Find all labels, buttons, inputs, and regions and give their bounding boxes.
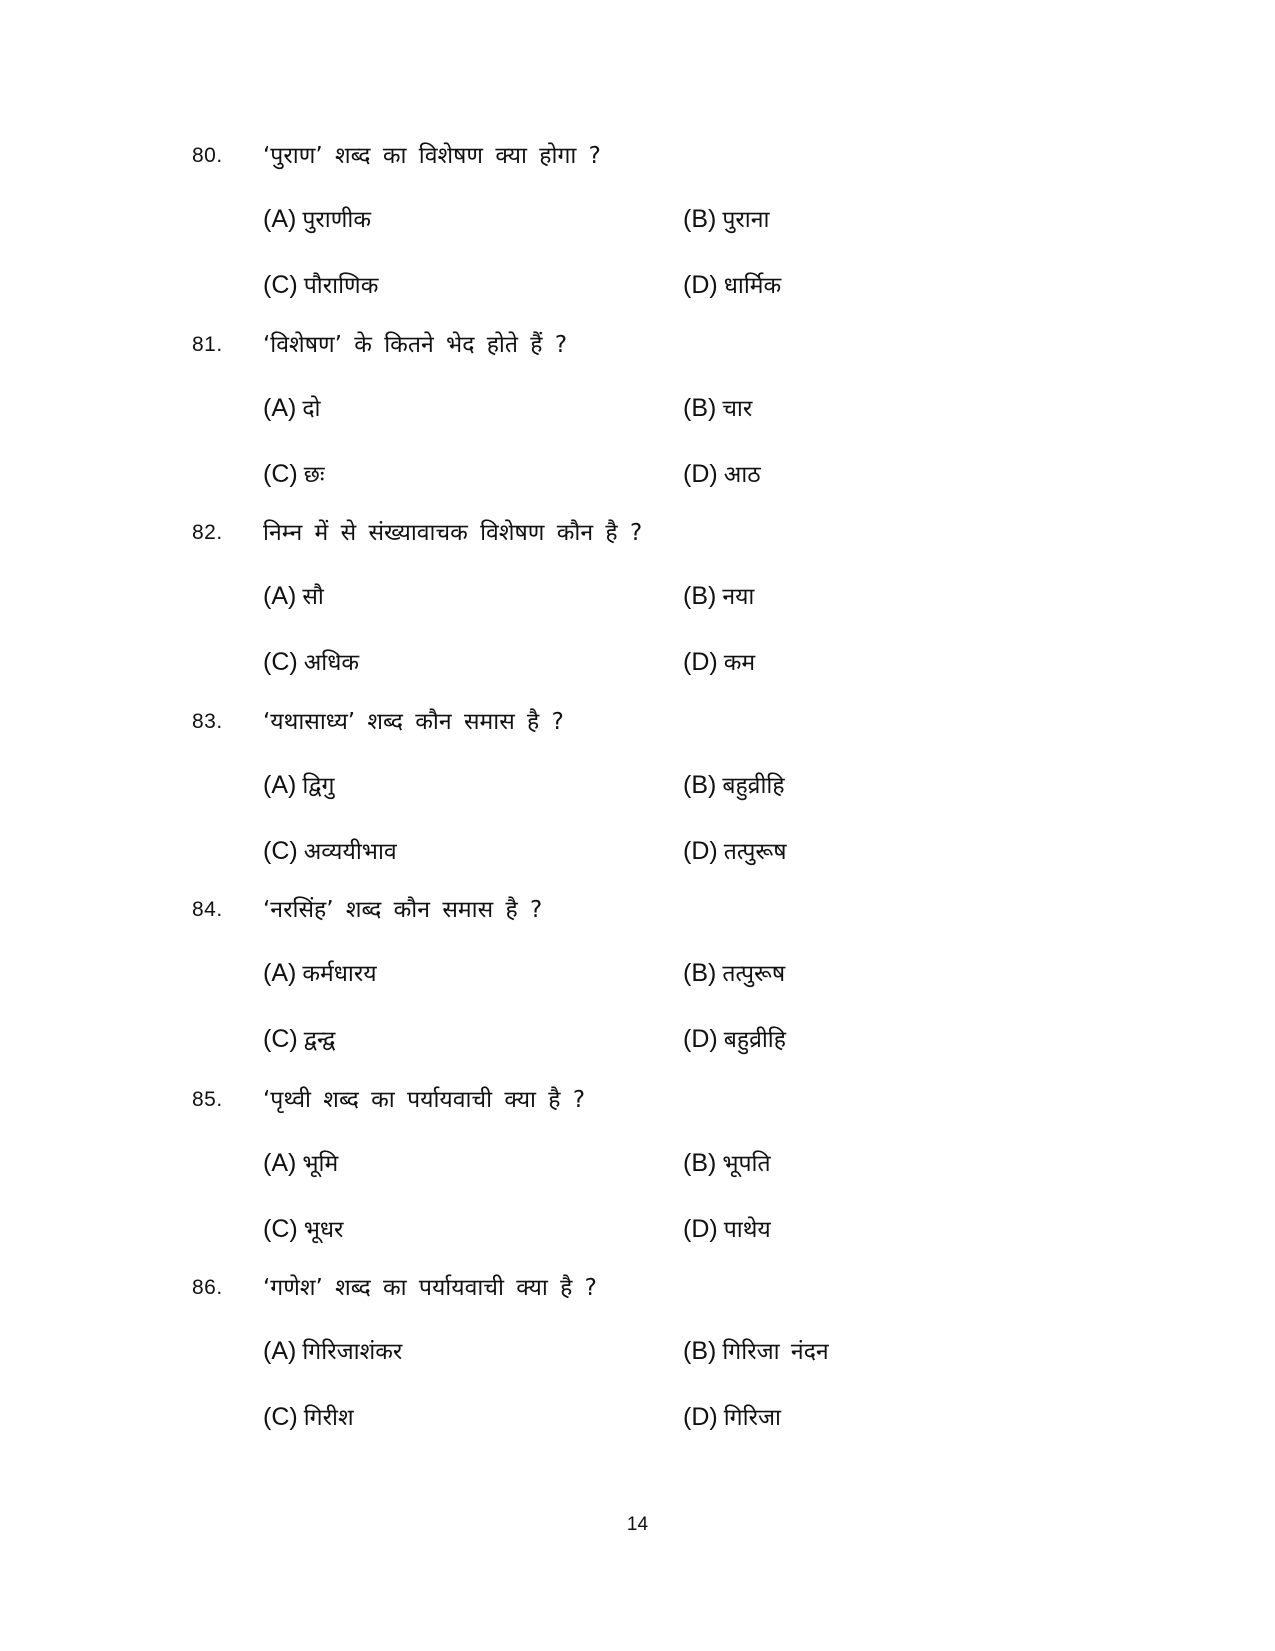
- option-letter: (A): [263, 394, 297, 422]
- option-a[interactable]: [263, 1334, 402, 1366]
- question-number: 85.: [192, 1088, 223, 1111]
- option-text: कम: [723, 650, 756, 676]
- option-d[interactable]: [683, 457, 761, 489]
- question-number: 84.: [192, 898, 223, 921]
- question-number: 83.: [192, 710, 223, 733]
- option-letter: (D): [683, 837, 718, 865]
- option-letter: (C): [263, 837, 298, 865]
- question-80: [0, 138, 1275, 328]
- option-letter: (B): [683, 959, 717, 987]
- question-number: 81.: [192, 333, 223, 356]
- option-letter: (C): [263, 460, 298, 488]
- option-letter: (D): [683, 271, 718, 299]
- option-c[interactable]: [263, 645, 359, 677]
- option-text: पौराणिक: [303, 273, 379, 299]
- option-c[interactable]: [263, 834, 397, 866]
- question-81: [0, 327, 1275, 517]
- option-text: भूमि: [302, 1151, 339, 1177]
- option-letter: (B): [683, 205, 717, 233]
- question-text: ‘पुराण’ शब्द का विशेषण क्या होगा ?: [263, 143, 601, 169]
- option-b[interactable]: [683, 956, 785, 988]
- option-letter: (C): [263, 1403, 298, 1431]
- option-letter: (C): [263, 648, 298, 676]
- option-text: तत्पुरूष: [722, 961, 786, 987]
- option-letter: (B): [683, 582, 717, 610]
- option-a[interactable]: [263, 202, 371, 234]
- option-c[interactable]: [263, 1212, 343, 1244]
- question-text: ‘यथासाध्य’ शब्द कौन समास है ?: [263, 709, 564, 735]
- option-letter: (D): [683, 1025, 718, 1053]
- option-d[interactable]: [683, 268, 781, 300]
- option-text: नया: [722, 584, 755, 610]
- question-85: [0, 1082, 1275, 1272]
- question-text: ‘नरसिंह’ शब्द कौन समास है ?: [263, 897, 543, 923]
- question-number: 82.: [192, 521, 223, 544]
- option-a[interactable]: [263, 956, 377, 988]
- option-letter: (A): [263, 1337, 297, 1365]
- option-d[interactable]: [683, 1212, 771, 1244]
- option-text: भूधर: [303, 1217, 344, 1243]
- option-letter: (C): [263, 1215, 298, 1243]
- option-text: बहुव्रीहि: [723, 1027, 786, 1053]
- option-b[interactable]: [683, 391, 752, 423]
- option-d[interactable]: [683, 834, 787, 866]
- option-text: पुराणीक: [302, 207, 372, 233]
- option-text: कर्मधारय: [302, 961, 377, 987]
- option-letter: (A): [263, 771, 297, 799]
- option-c[interactable]: [263, 268, 378, 300]
- option-text: छः: [303, 462, 325, 488]
- option-c[interactable]: [263, 457, 325, 489]
- option-d[interactable]: [683, 645, 755, 677]
- question-82: [0, 515, 1275, 705]
- option-letter: (D): [683, 460, 718, 488]
- option-text: आठ: [723, 462, 761, 488]
- question-84: [0, 892, 1275, 1082]
- option-text: दो: [302, 396, 321, 422]
- option-a[interactable]: [263, 579, 324, 611]
- option-a[interactable]: [263, 768, 334, 800]
- option-letter: (C): [263, 271, 298, 299]
- option-text: गिरीश: [303, 1405, 354, 1431]
- question-number: 86.: [192, 1276, 223, 1299]
- option-b[interactable]: [683, 1146, 771, 1178]
- question-83: [0, 704, 1275, 894]
- option-a[interactable]: [263, 391, 321, 423]
- option-text: सौ: [302, 584, 324, 610]
- option-letter: (D): [683, 1215, 718, 1243]
- option-text: गिरिजा नंदन: [722, 1339, 829, 1365]
- option-text: तत्पुरूष: [723, 839, 787, 865]
- option-text: पाथेय: [723, 1217, 771, 1243]
- option-b[interactable]: [683, 202, 769, 234]
- option-b[interactable]: [683, 1334, 829, 1366]
- option-letter: (A): [263, 205, 297, 233]
- option-text: द्वन्द्व: [303, 1027, 336, 1053]
- option-text: द्विगु: [302, 773, 335, 799]
- question-text: ‘विशेषण’ के कितने भेद होते हैं ?: [263, 332, 568, 358]
- option-text: गिरिजाशंकर: [302, 1339, 403, 1365]
- option-letter: (B): [683, 1149, 717, 1177]
- question-text: ‘गणेश’ शब्द का पर्यायवाची क्या है ?: [263, 1275, 597, 1301]
- option-text: गिरिजा: [723, 1405, 782, 1431]
- option-letter: (C): [263, 1025, 298, 1053]
- option-c[interactable]: [263, 1022, 335, 1054]
- option-text: अधिक: [303, 650, 360, 676]
- option-letter: (A): [263, 1149, 297, 1177]
- option-letter: (B): [683, 1337, 717, 1365]
- option-letter: (B): [683, 771, 717, 799]
- option-text: बहुव्रीहि: [722, 773, 785, 799]
- option-b[interactable]: [683, 579, 754, 611]
- question-number: 80.: [192, 144, 223, 167]
- question-text: ‘पृथ्वी शब्द का पर्यायवाची क्या है ?: [263, 1087, 586, 1113]
- option-text: धार्मिक: [723, 273, 782, 299]
- option-letter: (D): [683, 1403, 718, 1431]
- option-a[interactable]: [263, 1146, 338, 1178]
- option-c[interactable]: [263, 1400, 354, 1432]
- option-text: चार: [722, 396, 753, 422]
- option-letter: (A): [263, 582, 297, 610]
- option-letter: (D): [683, 648, 718, 676]
- page-number: 14: [626, 1514, 649, 1535]
- option-b[interactable]: [683, 768, 785, 800]
- option-d[interactable]: [683, 1022, 786, 1054]
- question-text: निम्न में से संख्यावाचक विशेषण कौन है ?: [263, 520, 643, 546]
- option-letter: (B): [683, 394, 717, 422]
- option-text: अव्ययीभाव: [303, 839, 397, 865]
- option-d[interactable]: [683, 1400, 781, 1432]
- option-text: भूपति: [722, 1151, 771, 1177]
- option-letter: (A): [263, 959, 297, 987]
- option-text: पुराना: [722, 207, 770, 233]
- question-86: [0, 1270, 1275, 1460]
